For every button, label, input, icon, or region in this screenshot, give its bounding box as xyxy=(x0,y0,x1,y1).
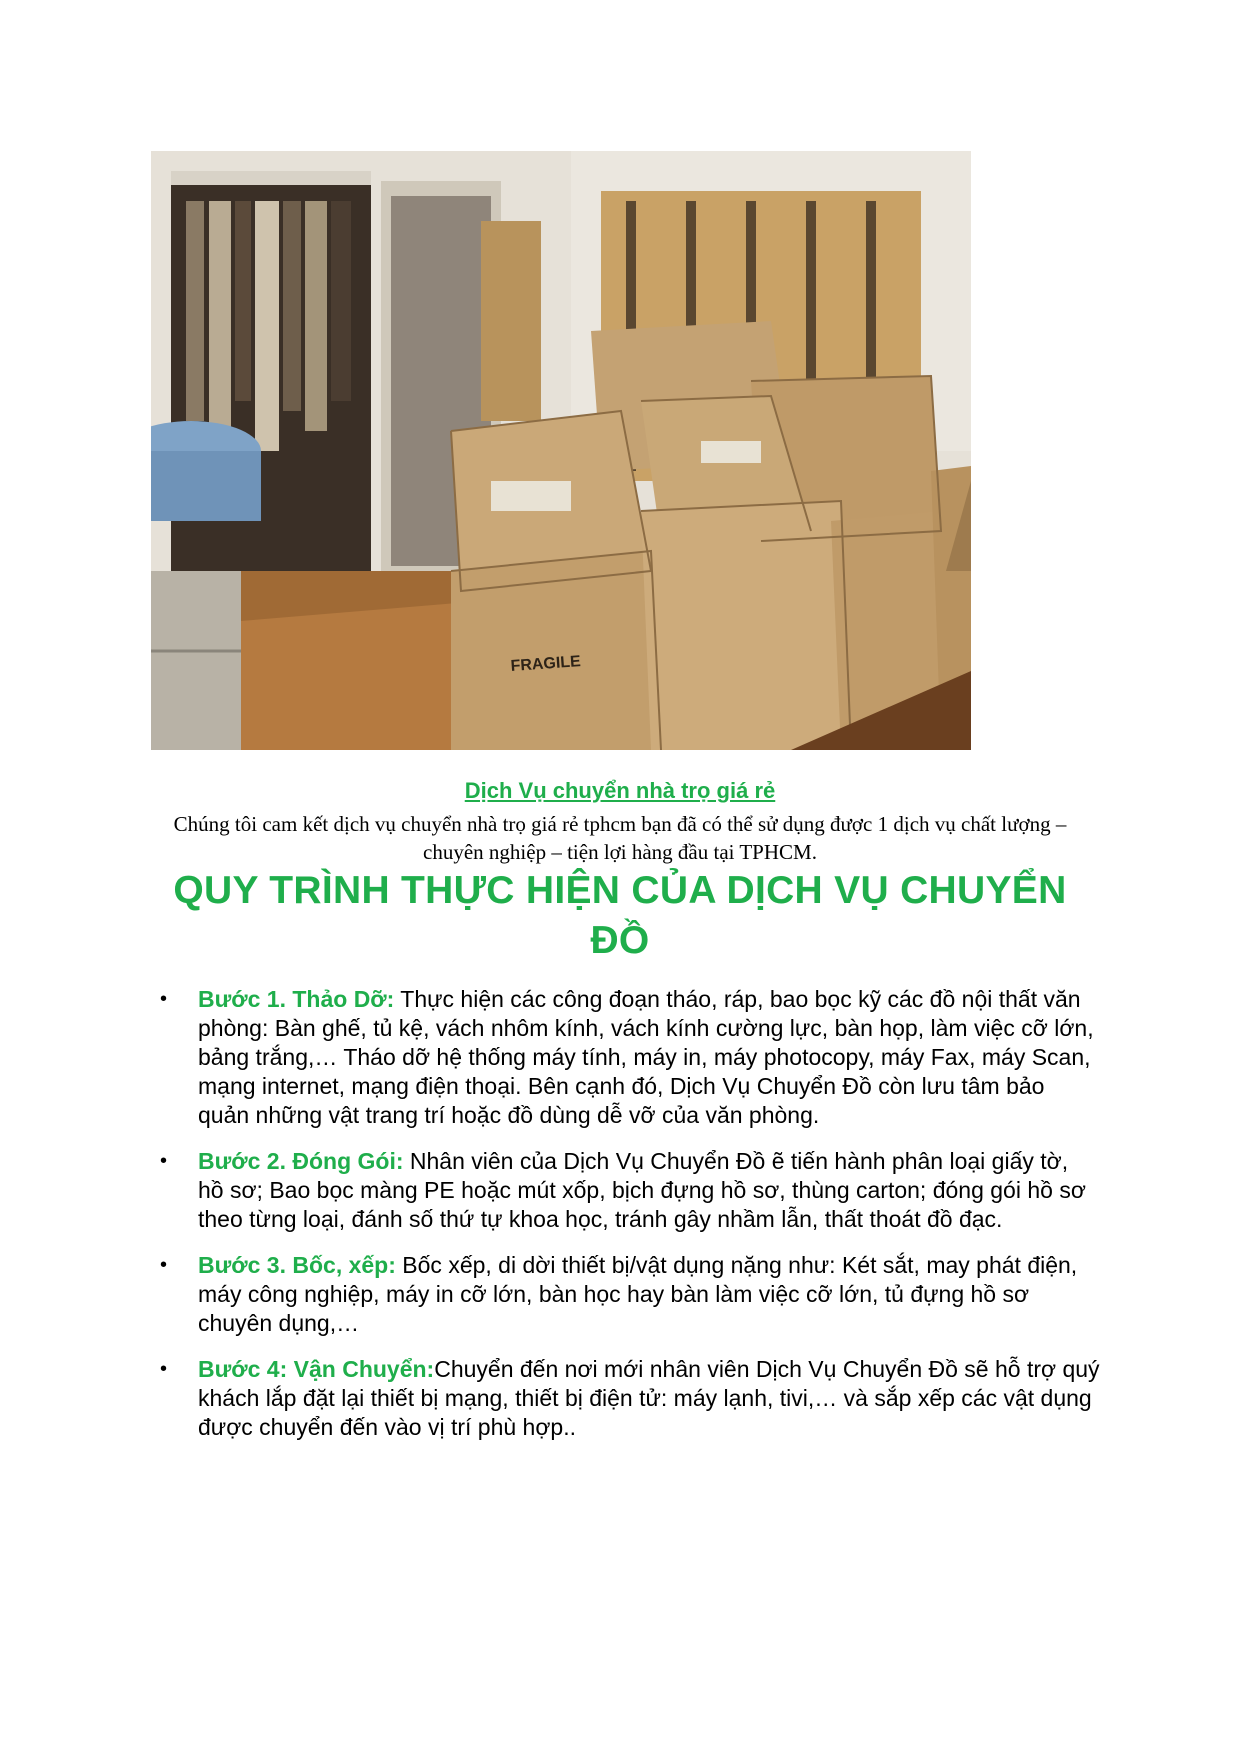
step-label: Bước 4: Vận Chuyển: xyxy=(198,1356,435,1382)
step-text: Chuyển đến nơi mới nhân viên Dịch Vụ Chuyển Đồ sẽ hỗ trợ quý khách lắp đặt lại thiết bị mạng, thiết bị điện tử: máy lạnh, tivi,… và sắp xếp các vật dụng được chuyển đến vào vị trí phù hợp.. xyxy=(198,1356,1100,1440)
step-label: Bước 2. Đóng Gói: xyxy=(198,1148,404,1174)
step-item-4 xyxy=(160,1355,1100,1442)
page-heading: QUY TRÌNH THỰC HIỆN CỦA DỊCH VỤ CHUYỂN ĐỒ xyxy=(173,869,1067,962)
fragile-label: FRAGILE xyxy=(510,653,582,675)
bullet-icon: • xyxy=(160,1254,168,1276)
step-label: Bước 3. Bốc, xếp: xyxy=(198,1252,396,1278)
bullet-icon: • xyxy=(160,988,168,1010)
step-item-1 xyxy=(160,985,1100,1130)
intro-paragraph: Chúng tôi cam kết dịch vụ chuyển nhà trọ giá rẻ tphcm bạn đã có thể sử dụng được 1 dịch vụ chất lượng – chuyên nghiệp – tiện lợi hàng đầu tại TPHCM. xyxy=(173,812,1067,864)
step-text: Nhân viên của Dịch Vụ Chuyển Đồ ẽ tiến hành phân loại giấy tờ, hồ sơ; Bao bọc màng PE hoặc mút xốp, bịch đựng hồ sơ, thùng carton; đóng gói hồ sơ theo từng loại, đánh số thứ tự khoa học, tránh gây nhầm lẫn, thất thoát đồ đạc. xyxy=(198,1148,1086,1232)
steps-list xyxy=(160,985,1100,1459)
moving-boxes-icon xyxy=(151,151,971,750)
step-text: Bốc xếp, di dời thiết bị/vật dụng nặng như: Két sắt, may phát điện, máy công nghiệp, máy in cỡ lớn, bàn học hay bàn làm việc cỡ lớn, tủ đựng hồ sơ chuyên dụng,… xyxy=(198,1252,1078,1336)
bullet-icon: • xyxy=(160,1358,168,1380)
step-label: Bước 1. Thảo Dỡ: xyxy=(198,986,395,1012)
step-text: Thực hiện các công đoạn tháo, ráp, bao bọc kỹ các đồ nội thất văn phòng: Bàn ghế, tủ kệ, vách nhôm kính, vách kính cường lực, bàn họp, làm việc cỡ lớn, bảng trắng,… Tháo dỡ hệ thống máy tính, máy in, máy photocopy, máy Fax, máy Scan, mạng internet, mạng điện thoại. Bên cạnh đó, Dịch Vụ Chuyển Đồ còn lưu tâm bảo quản những vật trang trí hoặc đồ dùng dễ vỡ của văn phòng. xyxy=(198,986,1094,1128)
service-link-title[interactable]: Dịch Vụ chuyển nhà trọ giá rẻ xyxy=(464,778,776,803)
step-item-2 xyxy=(160,1147,1100,1234)
bullet-icon: • xyxy=(160,1150,168,1172)
moving-boxes-photo xyxy=(151,151,971,750)
step-item-3 xyxy=(160,1251,1100,1338)
